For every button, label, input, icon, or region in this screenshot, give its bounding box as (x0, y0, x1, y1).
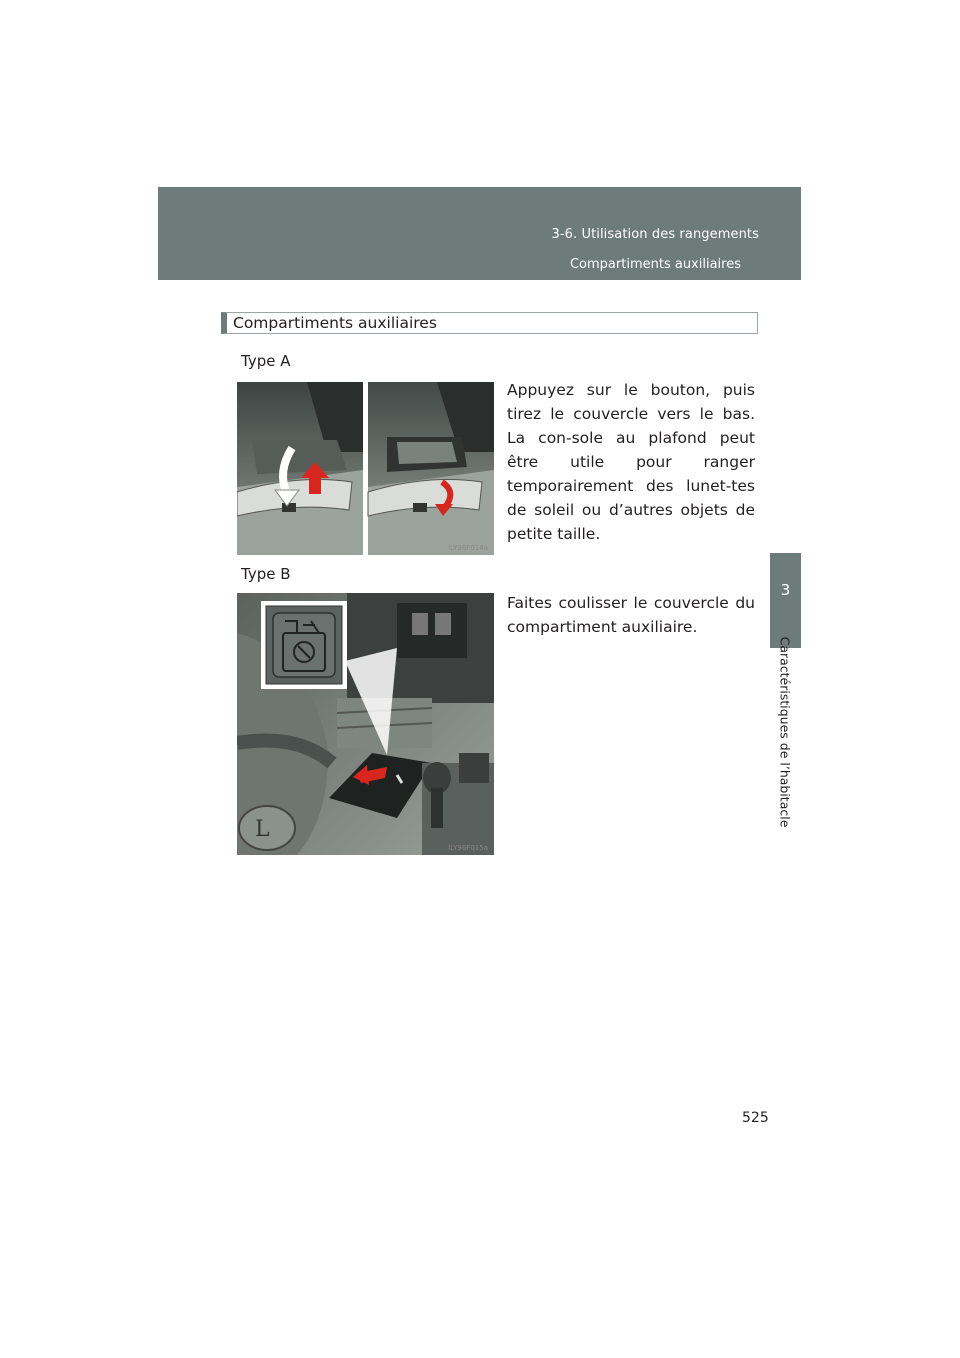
type-a-instructions: Appuyez sur le bouton, puis tirez le couvercle vers le bas. La con-sole au plafond peut être utile pour ranger temporairement des lunet-tes de soleil ou d’autres objets de petite taille. (507, 381, 755, 543)
chapter-number: 3 (780, 581, 791, 599)
section-heading-text: Compartiments auxiliaires (233, 314, 437, 332)
center-console-illustration (237, 593, 494, 855)
type-a-label: Type A (241, 352, 291, 370)
page-number: 525 (742, 1110, 769, 1126)
svg-text:L: L (255, 817, 270, 842)
subsection-title: Compartiments auxiliaires (569, 257, 741, 272)
type-b-instructions: Faites coulisser le couvercle du compartiment auxiliaire. (507, 594, 755, 636)
overhead-console-illustration (237, 382, 494, 555)
type-b-label: Type B (241, 565, 291, 583)
type-a-figure (237, 382, 494, 555)
header-band (158, 187, 801, 280)
section-heading (221, 312, 758, 334)
chapter-label: Caractéristiques de l’habitacle (777, 636, 793, 828)
figure-code: ILY36F014a (448, 544, 488, 552)
type-b-figure (237, 593, 494, 855)
chapter-tab (770, 553, 801, 648)
section-title: 3-6. Utilisation des rangements (551, 227, 759, 242)
figure-code: ILY36F015a (448, 844, 488, 852)
